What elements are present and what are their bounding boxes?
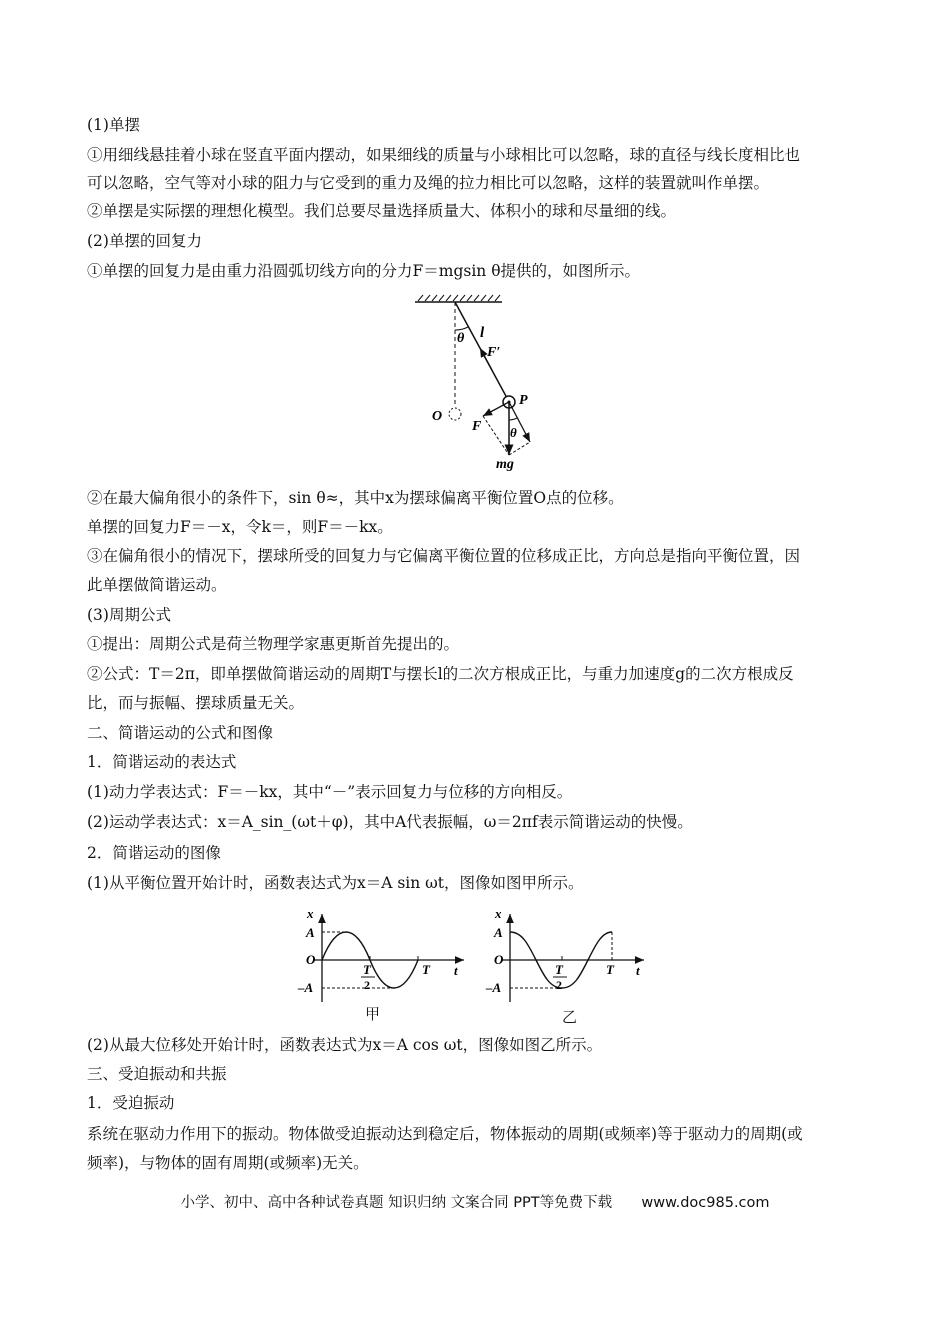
paragraph-line: (1)从平衡位置开始计时，函数表达式为x＝A sin ωt，图像如图甲所示。 (87, 874, 584, 892)
section-heading: 三、受迫振动和共振 (87, 1065, 227, 1083)
paragraph-line: 此单摆做简谐运动。 (87, 576, 227, 594)
axis-label-x: x (307, 906, 314, 921)
equilibrium-ball (449, 408, 461, 420)
ceiling-hatch (418, 295, 500, 301)
label-f: F (472, 419, 482, 434)
subsection-heading: 1．受迫振动 (87, 1094, 175, 1112)
label-mg: mg (496, 457, 514, 472)
paragraph-line: 系统在驱动力作用下的振动。物体做受迫振动达到稳定后，物体振动的周期(或频率)等于驱动力的周期(或 (87, 1125, 803, 1143)
label-theta-bottom: θ (510, 425, 517, 440)
heading-pendulum: (1)单摆 (87, 116, 140, 134)
subsection-heading: 2．简谐运动的图像 (87, 844, 221, 862)
axis-label-t: t (454, 963, 458, 978)
caption-yi: 乙 (562, 1008, 578, 1026)
page-footer (0, 1191, 950, 1212)
paragraph-line: ③在偏角很小的情况下，摆球所受的回复力与它偏离平衡位置的位移成正比，方向总是指向平衡位置，因 (87, 547, 801, 565)
paragraph-line: (2)从最大位移处开始计时，函数表达式为x＝A cos ωt，图像如图乙所示。 (87, 1036, 603, 1054)
label-p: P (519, 393, 528, 408)
label-two: 2 (556, 978, 562, 992)
pendulum-diagram (410, 290, 560, 475)
label-T: T (422, 962, 430, 977)
restoring-force-arrow (483, 402, 509, 416)
label-two: 2 (364, 978, 370, 992)
label-O: O (306, 952, 316, 967)
subsection-heading: 1．简谐运动的表达式 (87, 753, 237, 771)
label-O: O (494, 952, 504, 967)
label-A: A (306, 925, 315, 940)
paragraph-line: 比，而与振幅、摆球质量无关。 (87, 694, 305, 712)
angle-arc-bottom (509, 418, 517, 420)
heading-period-formula: (3)周期公式 (87, 606, 171, 624)
paragraph-line: ②在最大偏角很小的条件下，sin θ≈，其中x为摆球偏离平衡位置O点的位移。 (87, 489, 624, 507)
paragraph-line: 可以忽略，空气等对小球的阻力与它受到的重力及绳的拉力相比可以忽略，这样的装置就叫作单摆。 (87, 174, 770, 192)
paragraph-line: ①用细线悬挂着小球在竖直平面内摆动，如果细线的质量与小球相比可以忽略，球的直径与线长度相比也 (87, 146, 801, 164)
label-T: T (606, 962, 614, 977)
label-negA: –A (298, 980, 314, 995)
section-heading: 二、简谐运动的公式和图像 (87, 724, 274, 742)
axis-label-t: t (636, 963, 640, 978)
label-theta-top: θ (457, 331, 465, 346)
footer-link[interactable]: www.doc985.com (641, 1195, 770, 1211)
paragraph-line: (2)运动学表达式：x＝A_sin_(ωt＋φ)，其中A代表振幅，ω＝2πf表示简谐运动的快慢。 (87, 813, 693, 831)
paragraph-line: 单摆的回复力F＝－x，令k＝，则F＝－kx。 (87, 518, 393, 536)
label-T-half: T (555, 962, 563, 977)
paragraph-line: (1)动力学表达式：F＝－kx，其中“－”表示回复力与位移的方向相反。 (87, 783, 573, 801)
label-f-prime: F′ (487, 345, 501, 360)
sine-graph-jia (292, 902, 472, 1027)
paragraph-line: ②单摆是实际摆的理想化模型。我们总要尽量选择质量大、体积小的球和尽量细的线。 (87, 202, 677, 220)
footer-text: 小学、初中、高中各种试卷真题 知识归纳 文案合同 PPT等免费下载 (180, 1195, 613, 1211)
label-T-half: T (363, 962, 371, 977)
paragraph-line: ①单摆的回复力是由重力沿圆弧切线方向的分力F＝mgsin θ提供的，如图所示。 (87, 262, 641, 280)
label-A: A (494, 925, 503, 940)
label-l: l (480, 325, 485, 341)
paragraph-line: ②公式：T＝2π，即单摆做简谐运动的周期T与摆长l的二次方根成正比，与重力加速度g的二次方根成反 (87, 665, 794, 683)
label-negA: –A (486, 980, 502, 995)
paragraph-line: 频率)，与物体的固有周期(或频率)无关。 (87, 1154, 369, 1172)
label-o: O (432, 409, 443, 424)
paragraph-line: ①提出：周期公式是荷兰物理学家惠更斯首先提出的。 (87, 635, 460, 653)
axis-label-x: x (495, 906, 502, 921)
heading-restoring-force: (2)单摆的回复力 (87, 232, 202, 250)
caption-jia: 甲 (365, 1005, 381, 1023)
angle-arc-top (455, 327, 468, 330)
